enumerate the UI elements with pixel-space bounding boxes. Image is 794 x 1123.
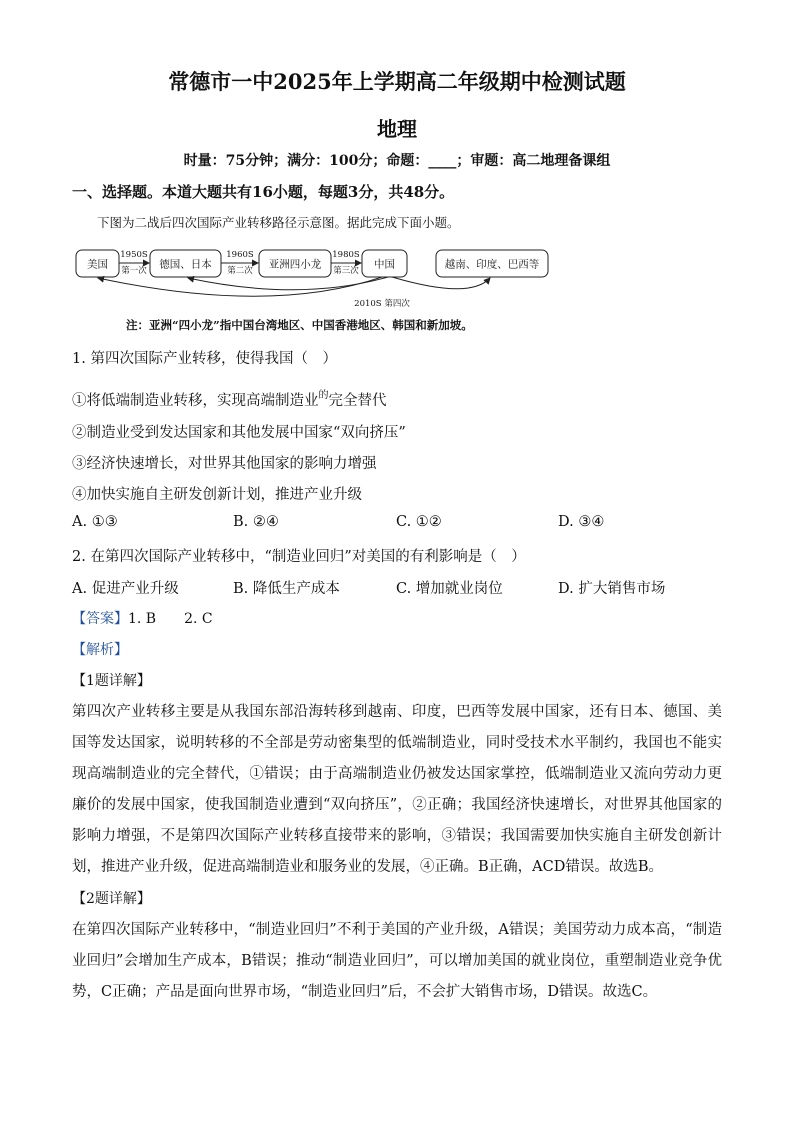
q2-choice-b: B. 降低生产成本 bbox=[233, 581, 340, 597]
node-four-dragons: 亚洲四小龙 bbox=[268, 258, 322, 271]
order-second: 第二次 bbox=[227, 266, 253, 276]
q1-statement-3: ③经济快速增长，对世界其他国家的影响力增强 bbox=[72, 456, 377, 472]
detail-2-text: 在第四次国际产业转移中，“制造业回归”不利于美国的产业升级，A错误；美国劳动力成本高，“制造业回归”会增加生产成本，B错误；推动“制造业回归”，可以增加美国的就业岗位，重塑制造业竞争优势，C正确；产品是面向世界市场，“制造业回归”后，不会扩大销售市场，D错误。故选C。 bbox=[72, 922, 722, 1000]
q1-statement-1: ①将低端制造业转移，实现高端制造业$^的$完全替代 bbox=[72, 390, 387, 409]
q2-choice-a: A. 促进产业升级 bbox=[72, 581, 179, 597]
detail-1-text: 第四次产业转移主要是从我国东部沿海转移到越南、印度，巴西等发展中国家，还有日本、德国、美国等发达国家，说明转移的不全部是劳动密集型的低端制造业，同时受技术水平制约，我国也不能实现高端制造业的完全替代，①错误；由于高端制造业仍被发达国家掌控，低端制造业又流向劳动力更廉价的发展中国家，使我国制造业遭到“双向挤压”，②正确；我国经济快速增长，对世界其他国家的影响力增强，不是第四次国际产业转移直接带来的影响，③错误；我国需要加快实施自主研发创新计划，推进产业升级，促进高端制造业和服务业的发展，④正确。B正确，ACD错误。故选B。 bbox=[72, 704, 722, 875]
analysis-label: 【解析】 bbox=[72, 642, 128, 658]
figure-intro: 下图为二战后四次国际产业转移路径示意图。据此完成下面小题。 bbox=[97, 215, 460, 230]
node-germany-japan: 德国、日本 bbox=[159, 258, 212, 271]
q2-choice-c: C. 增加就业岗位 bbox=[396, 581, 503, 597]
detail-1-label: 【1题详解】 bbox=[72, 673, 151, 689]
q1-choice-d: D. ③④ bbox=[558, 514, 605, 530]
node-china: 中国 bbox=[374, 258, 395, 271]
q2-choice-d: D. 扩大销售市场 bbox=[558, 581, 666, 597]
subject-title: 地理 bbox=[377, 117, 417, 141]
detail-2-label: 【2题详解】 bbox=[72, 891, 151, 907]
page-title: 常德市一中2025年上学期高二年级期中检测试题 bbox=[168, 69, 626, 94]
year-1960s: 1960S bbox=[226, 250, 254, 260]
answer-line: 【答案】1. B 2. C bbox=[72, 611, 213, 627]
order-third: 第三次 bbox=[333, 266, 359, 276]
q1-choice-a: A. ①③ bbox=[72, 514, 118, 530]
year-1980s: 1980S bbox=[332, 250, 360, 260]
order-first: 第一次 bbox=[121, 266, 147, 276]
q1-choice-b: B. ②④ bbox=[233, 514, 279, 530]
node-others: 越南、印度、巴西等 bbox=[444, 258, 540, 271]
q1-statement-4: ④加快实施自主研发创新计划，推进产业升级 bbox=[72, 487, 362, 503]
fourth-transfer-label: 2010S 第四次 bbox=[354, 299, 410, 309]
question-2-stem: 2. 在第四次国际产业转移中，“制造业回归”对美国的有利影响是（ ） bbox=[72, 549, 526, 565]
figure-note: 注：亚洲“四小龙”指中国台湾地区、中国香港地区、韩国和新加坡。 bbox=[126, 318, 473, 332]
q1-choice-c: C. ①② bbox=[396, 514, 442, 530]
q1-statement-2: ②制造业受到发达国家和其他发展中国家“双向挤压” bbox=[72, 425, 406, 441]
year-1950s: 1950S bbox=[120, 250, 148, 260]
exam-meta: 时量：75分钟；满分：100分；命题：____；审题：高二地理备课组 bbox=[183, 153, 611, 169]
industry-transfer-diagram bbox=[70, 240, 560, 312]
node-usa: 美国 bbox=[87, 258, 108, 271]
question-1-stem: 1. 第四次国际产业转移，使得我国（ ） bbox=[72, 351, 337, 367]
section-heading: 一、选择题。本道大题共有16小题，每题3分，共48分。 bbox=[72, 183, 455, 201]
